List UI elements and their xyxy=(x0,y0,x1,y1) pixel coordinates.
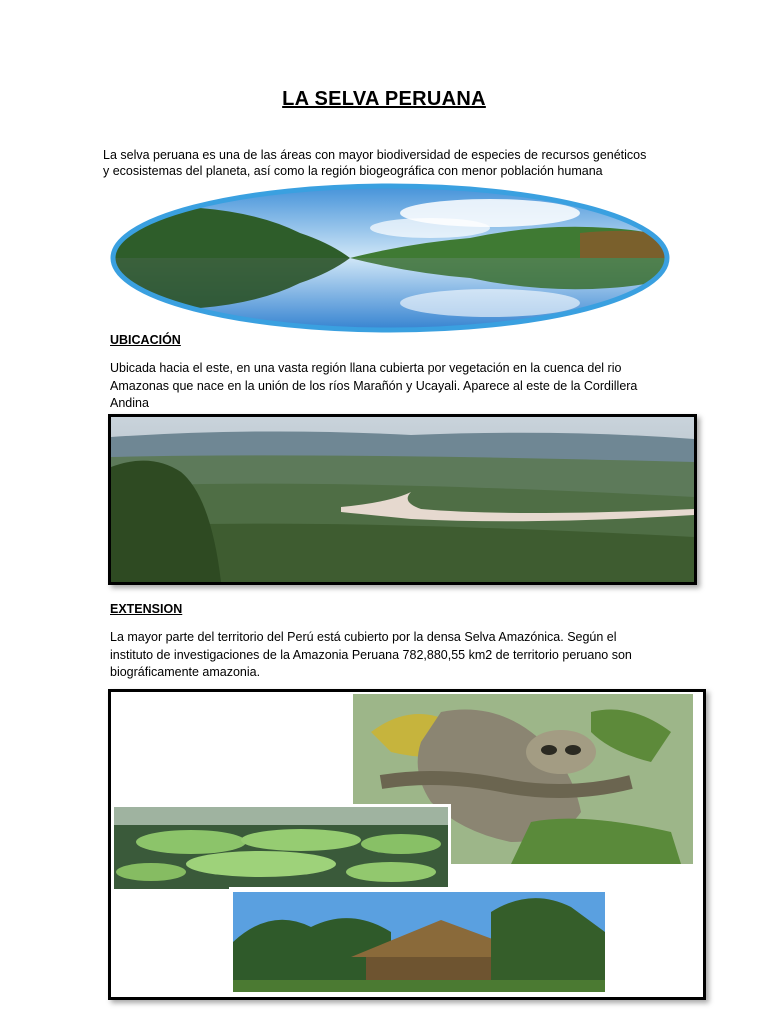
intro-paragraph xyxy=(103,147,683,179)
extension-paragraph xyxy=(110,629,690,682)
water-lilies-photo xyxy=(111,804,451,892)
extension-line: La mayor parte del territorio del Perú está cubierto por la densa Selva Amazónica. Según el xyxy=(110,630,617,644)
extension-line: instituto de investigaciones de la Amazonia Peruana 782,880,55 km2 de territorio peruano son xyxy=(110,647,632,662)
intro-line: La selva peruana es una de las áreas con mayor biodiversidad de especies de recursos genéticos xyxy=(103,148,647,162)
amazon-landscape-image xyxy=(108,414,697,585)
intro-line: y ecosistemas del planeta, así como la región biogeográfica con menor población humana xyxy=(103,164,603,178)
wildlife-collage-image xyxy=(108,689,706,1000)
ubicacion-line: Ubicada hacia el este, en una vasta región llana cubierta por vegetación en la cuenca del rio xyxy=(110,361,622,375)
section-heading-ubicacion: UBICACIÓN xyxy=(110,333,181,347)
page-title: LA SELVA PERUANA xyxy=(282,88,486,110)
ubicacion-paragraph xyxy=(110,360,670,413)
section-heading-extension: EXTENSION xyxy=(110,602,183,616)
ubicacion-line: Andina xyxy=(110,396,149,410)
ubicacion-line: Amazonas que nace en la unión de los ríos Marañón y Ucayali. Aparece al este de la Cordillera xyxy=(110,378,638,393)
river-reflection-image xyxy=(110,183,670,333)
extension-line: biográficamente amazonia. xyxy=(110,665,261,679)
jungle-lodge-photo xyxy=(229,887,611,993)
